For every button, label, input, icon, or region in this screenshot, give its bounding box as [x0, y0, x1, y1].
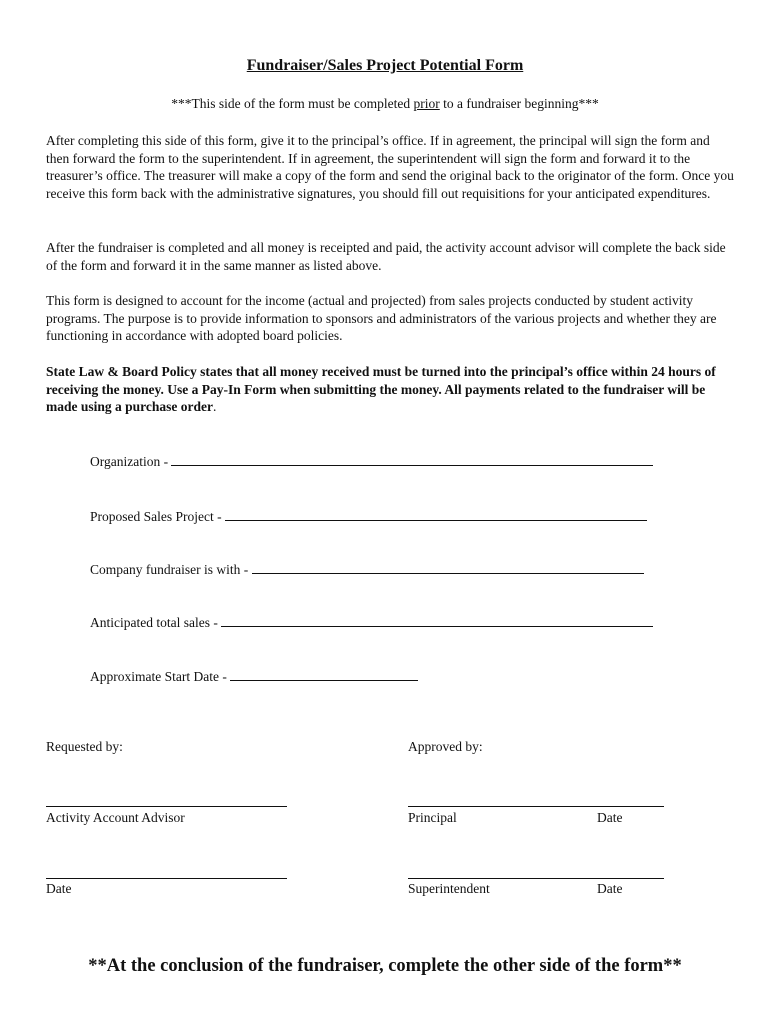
- superintendent-signature-line[interactable]: [408, 878, 664, 879]
- footer-notice: **At the conclusion of the fundraiser, complete the other side of the form**: [88, 956, 682, 976]
- advisor-date-line[interactable]: [46, 878, 287, 879]
- advisor-date-label: Date: [46, 881, 72, 896]
- organization-field: [90, 452, 653, 470]
- approved-by-label: Approved by:: [408, 739, 483, 754]
- anticipated-sales-field: [90, 613, 653, 631]
- start-date-label: Approximate Start Date -: [90, 669, 231, 684]
- notice-text-after: to a fundraiser beginning***: [439, 96, 599, 111]
- policy-period: .: [213, 399, 217, 414]
- advisor-label: Activity Account Advisor: [46, 810, 185, 825]
- proposed-project-input-line[interactable]: [225, 507, 647, 521]
- organization-input-line[interactable]: [171, 452, 653, 466]
- superintendent-label: Superintendent: [408, 881, 490, 896]
- policy-paragraph: [46, 363, 736, 416]
- superintendent-date-label: Date: [597, 881, 623, 896]
- proposed-project-field: [90, 507, 647, 525]
- notice-text-before: ***This side of the form must be completed: [171, 96, 414, 111]
- purpose-paragraph: This form is designed to account for the income (actual and projected) from sales projects conducted by student activity programs. The purpose is to provide information to sponsors and administrators of the various projects and whether they are functioning in accordance with adopted board policies.: [46, 293, 717, 343]
- anticipated-sales-label: Anticipated total sales -: [90, 615, 222, 630]
- completion-notice: [0, 96, 770, 112]
- anticipated-sales-input-line[interactable]: [221, 613, 653, 627]
- instructions-paragraph: After completing this side of this form, give it to the principal’s office. If in agreement, the principal will sign the form and then forward the form to the superintendent. If in agreement, the superintendent will sign the form and forward it to the treasurer’s office. The treasurer will make a copy of the form and send the original back to the originator of the form. Once you receive this form back with the administrative signatures, you should fill out requisitions for your anticipated expenditures.: [46, 133, 734, 201]
- completion-paragraph: After the fundraiser is completed and all money is receipted and paid, the activity account advisor will complete the back side of the form and forward it in the same manner as listed above.: [46, 240, 726, 273]
- requested-by-label: Requested by:: [46, 739, 123, 754]
- start-date-input-line[interactable]: [230, 667, 418, 681]
- advisor-signature-line[interactable]: [46, 806, 287, 807]
- organization-label: Organization -: [90, 454, 172, 469]
- company-field: [90, 560, 644, 578]
- principal-signature-line[interactable]: [408, 806, 664, 807]
- form-title: Fundraiser/Sales Project Potential Form: [246, 57, 524, 74]
- principal-label: Principal: [408, 810, 457, 825]
- policy-text: State Law & Board Policy states that all money received must be turned into the principal’s office within 24 hours of receiving the money. Use a Pay-In Form when submitting the money. All payments related to the fundraiser will be made using a purchase order: [46, 364, 716, 414]
- proposed-project-label: Proposed Sales Project -: [90, 509, 225, 524]
- start-date-field: [90, 667, 418, 685]
- company-label: Company fundraiser is with -: [90, 562, 252, 577]
- principal-date-label: Date: [597, 810, 623, 825]
- company-input-line[interactable]: [252, 560, 644, 574]
- notice-emphasis: prior: [413, 96, 440, 111]
